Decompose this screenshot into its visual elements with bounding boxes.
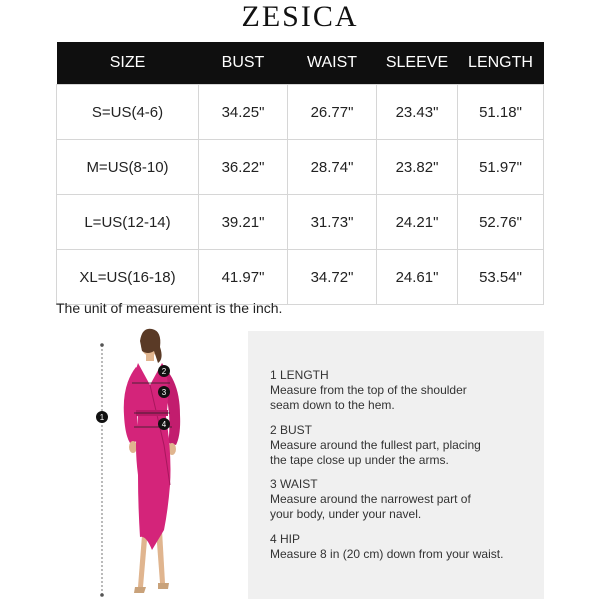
guide-length-line: seam down to the hem. (270, 398, 395, 412)
size-cell: M=US(8-10) (57, 140, 199, 195)
guide-length-title: 1 LENGTH (270, 368, 329, 382)
table-row (57, 85, 544, 140)
guide-bust (270, 423, 540, 468)
waist-cell: 34.72" (288, 250, 377, 305)
header-bust: BUST (199, 42, 288, 85)
waist-cell: 31.73" (288, 195, 377, 250)
table-row (57, 250, 544, 305)
size-chart-table (56, 42, 544, 305)
bust-cell: 34.25" (199, 85, 288, 140)
sleeve-cell: 24.21" (377, 195, 458, 250)
size-cell: S=US(4-6) (57, 85, 199, 140)
guide-length-line: Measure from the top of the shoulder (270, 383, 467, 397)
guide-waist-line: Measure around the narrowest part of (270, 492, 471, 506)
guide-waist (270, 477, 540, 522)
model-figure (80, 325, 240, 600)
marker-hip (158, 418, 170, 430)
length-cell: 51.18" (458, 85, 544, 140)
marker-waist (158, 386, 170, 398)
table-header-row (57, 42, 544, 85)
svg-text:4: 4 (161, 420, 167, 429)
sleeve-cell: 23.82" (377, 140, 458, 195)
guide-length (270, 368, 540, 413)
header-size: SIZE (57, 42, 199, 85)
header-sleeve: SLEEVE (377, 42, 458, 85)
size-cell: XL=US(16-18) (57, 250, 199, 305)
sleeve-cell: 24.61" (377, 250, 458, 305)
length-cell: 51.97" (458, 140, 544, 195)
sleeve-cell: 23.43" (377, 85, 458, 140)
header-waist: WAIST (288, 42, 377, 85)
bust-cell: 36.22" (199, 140, 288, 195)
guide-bust-title: 2 BUST (270, 423, 313, 437)
unit-note: The unit of measurement is the inch. (56, 300, 283, 316)
guide-hip-line: Measure 8 in (20 cm) down from your waist. (270, 547, 504, 561)
measurement-guide-panel (248, 331, 544, 599)
marker-bust (158, 365, 170, 377)
waist-cell: 26.77" (288, 85, 377, 140)
marker-length (96, 411, 108, 423)
guide-hip-title: 4 HIP (270, 532, 301, 546)
waist-cell: 28.74" (288, 140, 377, 195)
brand-logo: ZESICA (241, 0, 359, 33)
table-row (57, 140, 544, 195)
length-cell: 53.54" (458, 250, 544, 305)
bust-cell: 39.21" (199, 195, 288, 250)
length-cell: 52.76" (458, 195, 544, 250)
bust-cell: 41.97" (199, 250, 288, 305)
guide-hip (270, 532, 540, 562)
table-row (57, 195, 544, 250)
guide-bust-line: the tape close up under the arms. (270, 453, 449, 467)
svg-text:2: 2 (161, 367, 167, 376)
svg-text:3: 3 (161, 388, 167, 397)
guide-waist-line: your body, under your navel. (270, 507, 422, 521)
guide-bust-line: Measure around the fullest part, placing (270, 438, 481, 452)
size-cell: L=US(12-14) (57, 195, 199, 250)
guide-waist-title: 3 WAIST (270, 477, 318, 491)
svg-text:1: 1 (99, 413, 105, 422)
header-length: LENGTH (458, 42, 544, 85)
